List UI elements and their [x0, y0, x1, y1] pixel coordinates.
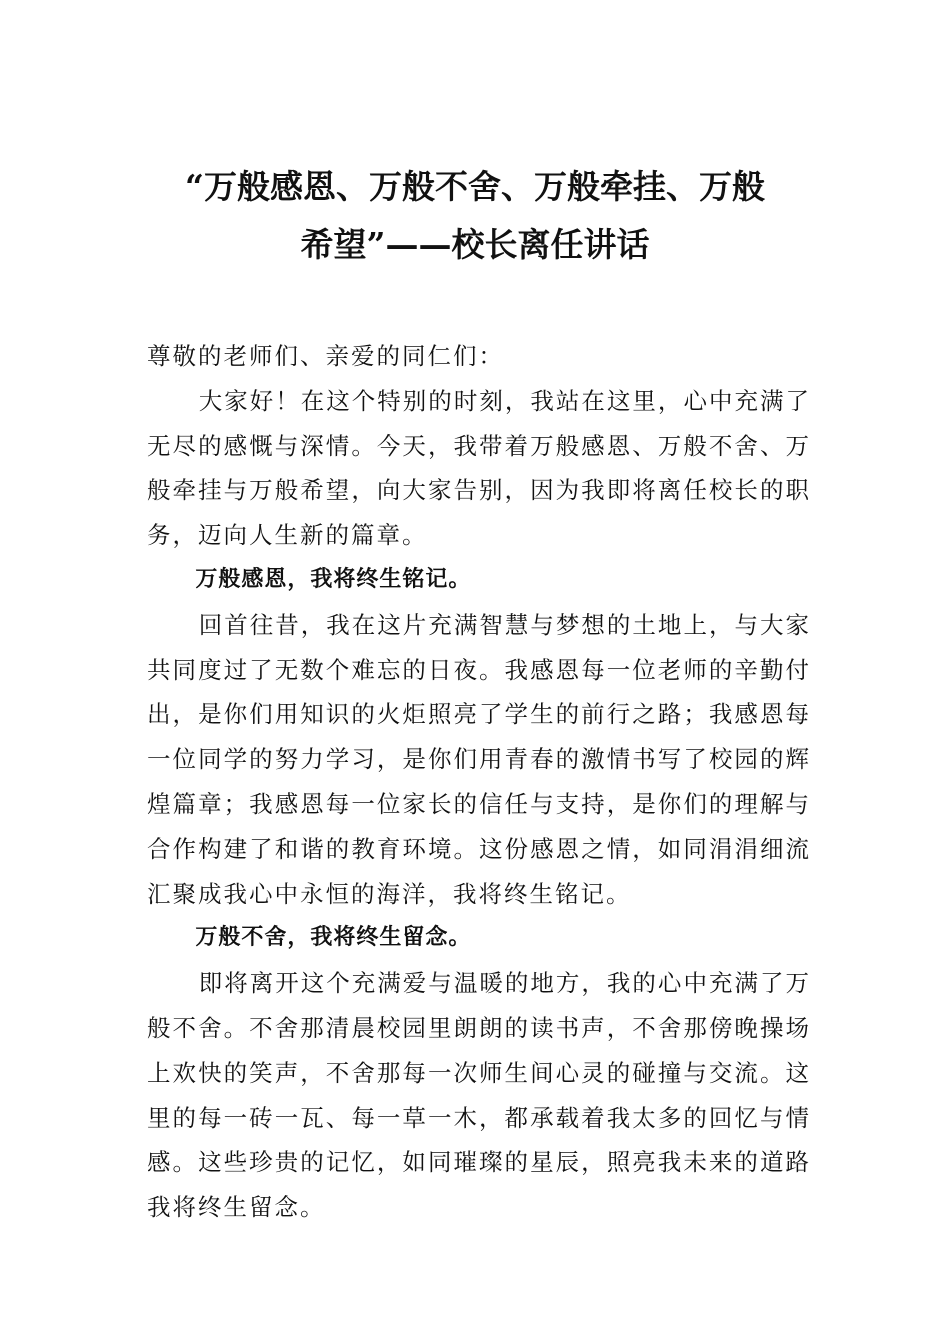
section-heading-reluctance: 万般不舍，我将终生留念。	[195, 925, 472, 951]
paragraph-reluctance: 即将离开这个充满爱与温暖的地方，我的心中充满了万般不舍。不舍那清晨校园里朗朗的读书声，不舍那傍晚操场上欢快的笑声，不舍那每一次师生间心灵的碰撞与交流。这里的每一砖一瓦、每一草一木，都承载着我太多的回忆与情感。这些珍贵的记忆，如同璀璨的星辰，照亮我未来的道路我将终生留念。	[147, 969, 811, 1222]
title-line-2: 希望”——校长离任讲话	[300, 225, 650, 264]
document-body	[147, 334, 811, 1230]
title-line-1: “万般感恩、万般不舍、万般牵挂、万般	[185, 167, 765, 206]
document-title	[140, 158, 810, 274]
section-heading-gratitude: 万般感恩，我将终生铭记。	[195, 566, 472, 592]
salutation: 尊敬的老师们、亲爱的同仁们：	[147, 342, 504, 370]
paragraph-gratitude: 回首往昔，我在这片充满智慧与梦想的土地上，与大家共同度过了无数个难忘的日夜。我感恩每一位老师的辛勤付出，是你们用知识的火炬照亮了学生的前行之路；我感恩每一位同学的努力学习，是你们用青春的激情书写了校园的辉煌篇章；我感恩每一位家长的信任与支持，是你们的理解与合作构建了和谐的教育环境。这份感恩之情，如同涓涓细流汇聚成我心中永恒的海洋，我将终生铭记。	[147, 610, 811, 908]
paragraph-greeting: 大家好！在这个特别的时刻，我站在这里，心中充满了无尽的感慨与深情。今天，我带着万般感恩、万般不舍、万般牵挂与万般希望，向大家告别，因为我即将离任校长的职务，迈向人生新的篇章。	[147, 386, 811, 550]
